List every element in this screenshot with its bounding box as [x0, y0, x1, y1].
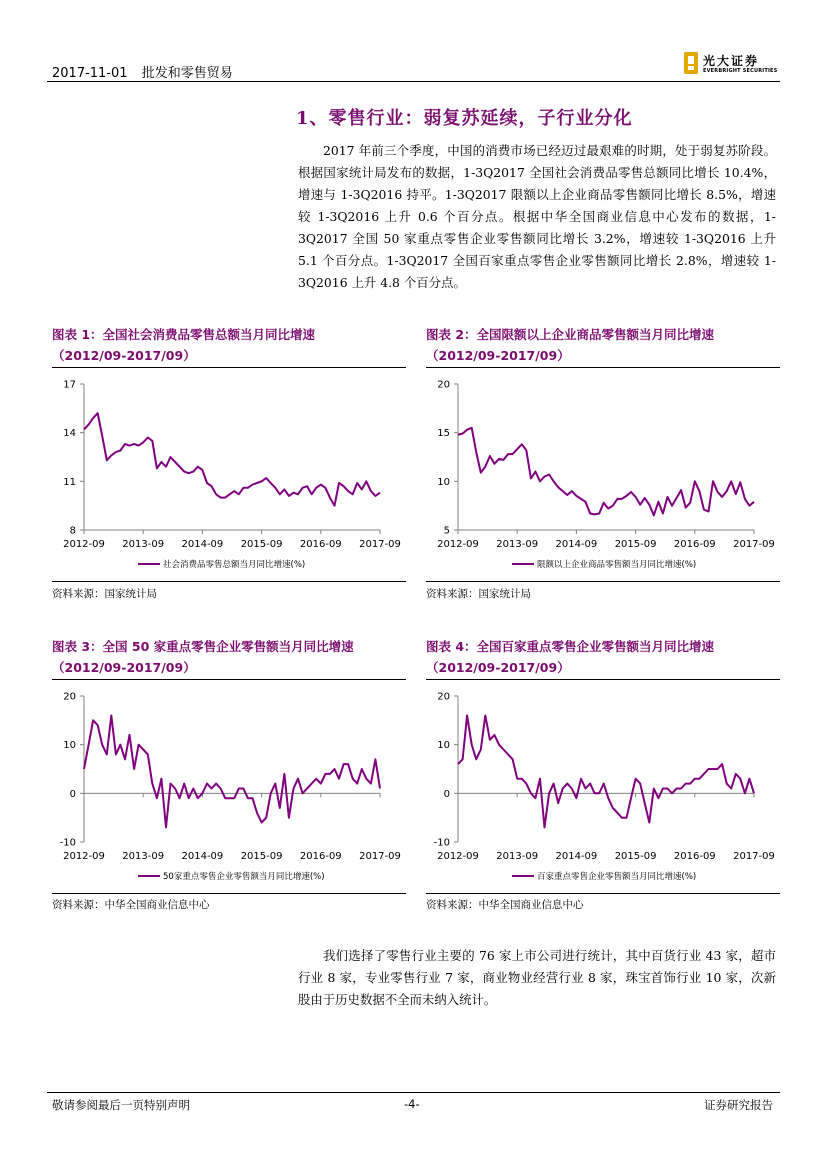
figure-2-range: （2012/09-2017/09） — [426, 348, 570, 363]
figure-3-title — [52, 636, 412, 678]
logo-text-cn: 光大证券 — [703, 54, 760, 68]
footer-disclaimer: 敬请参阅最后一页特别声明 — [52, 1098, 190, 1112]
x-tick-label: 2014-09 — [181, 851, 224, 862]
chart-1 — [52, 368, 406, 581]
figure-3-title-text: 图表 3：全国 50 家重点零售企业零售额当月同比增速 — [52, 639, 354, 654]
figure-4-title — [426, 636, 786, 678]
x-tick-label: 2015-09 — [614, 851, 657, 862]
x-tick-label: 2017-09 — [733, 851, 775, 862]
figure-2-box — [426, 367, 780, 582]
y-tick-label: 11 — [63, 476, 76, 488]
section-title: 1、零售行业：弱复苏延续，子行业分化 — [296, 108, 633, 129]
figure-3-range: （2012/09-2017/09） — [52, 660, 196, 675]
figure-2-title-text: 图表 2：全国限额以上企业商品零售额当月同比增速 — [426, 327, 715, 342]
figure-1-title — [52, 324, 412, 366]
figure-1-title-text: 图表 1：全国社会消费品零售总额当月同比增速 — [52, 327, 316, 342]
header-rule — [47, 81, 780, 82]
x-tick-label: 2017-09 — [733, 539, 775, 550]
company-logo — [684, 50, 780, 78]
company-selection-paragraph: 我们选择了零售行业主要的 76 家上市公司进行统计，其中百货行业 43 家，超市行业 8 家，专业零售行业 7 家，商业物业经营行业 8 家，珠宝首饰行业 10 家，次新股由于历史数据不全而未纳入统计。 — [298, 948, 776, 1007]
report-date: 2017-11-01 — [52, 66, 128, 81]
chart-2 — [426, 368, 780, 581]
figure-2-title — [426, 324, 786, 366]
figure-3-source: 资料来源：中华全国商业信息中心 — [52, 899, 210, 911]
y-tick-label: 20 — [437, 379, 450, 391]
series-line — [458, 716, 754, 828]
series-line — [84, 716, 380, 828]
footer-rule — [47, 1092, 780, 1093]
page-number: -4- — [404, 1097, 420, 1111]
chart-3 — [52, 680, 406, 893]
figure-4-source: 资料来源：中华全国商业信息中心 — [426, 899, 584, 911]
x-tick-label: 2013-09 — [496, 539, 539, 550]
x-tick-label: 2013-09 — [496, 851, 539, 862]
figure-4-box — [426, 679, 780, 894]
figure-1-range: （2012/09-2017/09） — [52, 348, 196, 363]
figure-2-source: 资料来源：国家统计局 — [426, 588, 531, 600]
y-tick-label: -10 — [59, 837, 76, 849]
x-tick-label: 2013-09 — [122, 539, 165, 550]
y-tick-label: 8 — [69, 525, 76, 537]
x-tick-label: 2016-09 — [673, 539, 716, 550]
legend-label: 限额以上企业商品零售额当月同比增速(%) — [537, 560, 697, 570]
y-tick-label: 5 — [443, 525, 450, 537]
y-tick-label: 14 — [63, 428, 76, 440]
logo-mark-icon — [684, 52, 698, 74]
chart-4 — [426, 680, 780, 893]
figure-4-title-text: 图表 4：全国百家重点零售企业零售额当月同比增速 — [426, 639, 715, 654]
legend-label: 50家重点零售企业零售额当月同比增速(%) — [163, 872, 325, 882]
y-tick-label: -10 — [433, 837, 450, 849]
x-tick-label: 2017-09 — [359, 851, 401, 862]
y-tick-label: 0 — [69, 788, 76, 800]
x-tick-label: 2012-09 — [63, 539, 105, 550]
y-tick-label: 0 — [443, 788, 450, 800]
x-tick-label: 2015-09 — [240, 539, 283, 550]
legend-label: 百家重点零售企业零售额当月同比增速(%) — [537, 872, 697, 882]
x-tick-label: 2013-09 — [122, 851, 165, 862]
y-tick-label: 17 — [63, 379, 76, 391]
figure-3-box — [52, 679, 406, 894]
figure-4-range: （2012/09-2017/09） — [426, 660, 570, 675]
x-tick-label: 2012-09 — [63, 851, 105, 862]
x-tick-label: 2014-09 — [555, 851, 598, 862]
x-tick-label: 2012-09 — [437, 539, 479, 550]
figure-1-source: 资料来源：国家统计局 — [52, 588, 157, 600]
series-line — [84, 413, 380, 506]
x-tick-label: 2014-09 — [555, 539, 598, 550]
series-line — [458, 428, 754, 516]
footer-report-type: 证券研究报告 — [704, 1098, 773, 1112]
x-tick-label: 2012-09 — [437, 851, 479, 862]
y-tick-label: 20 — [437, 691, 450, 703]
y-tick-label: 15 — [437, 428, 450, 440]
x-tick-label: 2015-09 — [614, 539, 657, 550]
y-tick-label: 10 — [63, 740, 76, 752]
x-tick-label: 2014-09 — [181, 539, 224, 550]
x-tick-label: 2017-09 — [359, 539, 401, 550]
y-tick-label: 10 — [437, 740, 450, 752]
logo-text-en: EVERBRIGHT SECURITIES — [703, 68, 778, 74]
y-tick-label: 10 — [437, 476, 450, 488]
figure-1-box — [52, 367, 406, 582]
report-header — [52, 62, 243, 81]
intro-paragraph: 2017 年前三个季度，中国的消费市场已经迈过最艰难的时期，处于弱复苏阶段。根据国家统计局发布的数据，1-3Q2017 全国社会消费品零售总额同比增长 10.4%，增速与 1-3Q2016 持平。1-3Q2017 限额以上企业商品零售额同比增长 8.5%，增速较 1-3Q2016 上升 0.6 个百分点。根据中华全国商业信息中心发布的数据，1-3Q2017 全国 50 家重点零售企业零售额同比增长 3.2%，增速较 1-3Q2016 上升 5.1 个百分点。1-3Q2017 全国百家重点零售企业零售额同比增长 2.8%，增速较 1-3Q2016 上升 4.8 个百分点。 — [298, 143, 776, 290]
report-category: 批发和零售贸易 — [141, 66, 233, 81]
y-tick-label: 20 — [63, 691, 76, 703]
x-tick-label: 2015-09 — [240, 851, 283, 862]
x-tick-label: 2016-09 — [673, 851, 716, 862]
x-tick-label: 2016-09 — [299, 851, 342, 862]
legend-label: 社会消费品零售总额当月同比增速(%) — [163, 560, 306, 570]
x-tick-label: 2016-09 — [299, 539, 342, 550]
